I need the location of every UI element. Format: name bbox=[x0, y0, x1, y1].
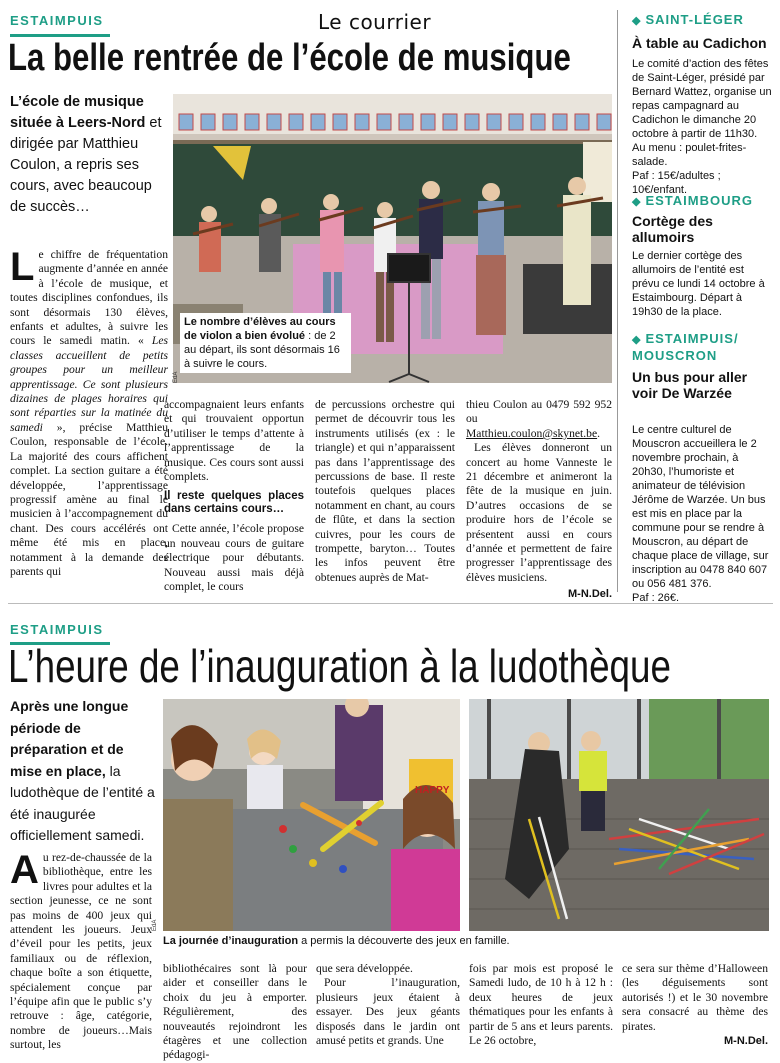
brief-title: Cortège des allumoirs bbox=[632, 213, 713, 245]
article1-headline: La belle rentrée de l’école de musique bbox=[8, 37, 571, 79]
section-tag-estaimpuis: ESTAIMPUIS bbox=[10, 13, 104, 28]
article2-column-4 bbox=[469, 962, 613, 1048]
family-game-illustration bbox=[163, 699, 460, 931]
article1-col2-text-2: Cette année, l’école propose un nouveau cours de guitare électrique pour débutants. Nouveau aussi mais déjà complet, le cours bbox=[164, 522, 304, 594]
article2-caption-bold: La journée d’inauguration bbox=[163, 935, 299, 947]
photo-credit: EdA bbox=[173, 371, 179, 383]
article1-lead-rest: et dirigée par Matthieu Coulon, a repris ses cours, avec beaucoup de succès… bbox=[10, 115, 162, 215]
article1-photo-caption bbox=[180, 313, 351, 373]
brief-title: Un bus pour aller voir De Warzée bbox=[632, 369, 748, 401]
article2-caption-rest: a permis la découverte des jeux en famille. bbox=[298, 935, 510, 947]
brief-title: À table au Cadichon bbox=[632, 35, 767, 51]
garden-game-illustration bbox=[469, 699, 769, 931]
brief-estaimbourg bbox=[632, 193, 772, 319]
article2-headline: L’heure de l’inauguration à la ludothèque bbox=[8, 640, 671, 692]
article1-column-2 bbox=[164, 398, 304, 594]
article1-col3-text: de percussions orchestre qui permet de découvrir tous les instruments utilisés (ex : le triangle) et qui n’apparaissent pas dans l’apprentissage des percussions de base. Il reste toutefois quelques places notamment en chant, au cours de flûte, et dans la section cuivres, pour les cours de trompette, baryton… Toutes les infos peuvent être obtenues auprès de Mat- bbox=[315, 398, 455, 584]
article2-col1-text: u rez-de-chaussée de la bibliothèque, entre les livres pour adultes et la section jeunesse, ce ne sont pas moins de 400 jeux qui attendent les joueurs. Jeux d’éveil pour les petits, jeux familiaux ou de réflexion, chaque boîte a son étiquette, spécialement conçue par l’équipe afin que le public s’y retrouve : âge, catégorie, nombre de joueurs…Mais surtout, les bbox=[10, 851, 152, 1052]
article2-lead bbox=[10, 696, 158, 847]
article2-dropcap: A bbox=[10, 848, 39, 892]
article-separator bbox=[8, 603, 773, 604]
article1-caption-bold: Le nombre d’élèves au cours de violon a bien évolué bbox=[184, 316, 336, 342]
article2-column-1 bbox=[10, 848, 152, 1053]
article2-col3-text: que sera développée. bbox=[316, 962, 413, 975]
article1-column-1 bbox=[10, 245, 168, 579]
brief-saint-leger bbox=[632, 12, 772, 197]
article2-photo-caption bbox=[163, 934, 769, 948]
article2-column-2 bbox=[163, 962, 307, 1063]
article1-column-3 bbox=[315, 398, 455, 585]
article1-col1-end: », précise Matthieu Coulon, responsable de l’école. La majorité des cours affichent complet. La section guitare a été développée, l’apprentissage progressif amène au final le musicien à l’accompagnement du chant. Des cours accélérés ont même été mis en place, notamment à la demande des parents qui bbox=[10, 420, 168, 578]
article1-subhead: Il reste quelques places dans certains cours… bbox=[164, 490, 304, 516]
article1-lead bbox=[10, 92, 170, 218]
diamond-icon: ◆ bbox=[632, 334, 642, 346]
article2-col5-text: ce sera sur thème d’Halloween (les déguisements sont autorisés !) et le 30 novembre sera consacré au thème des pirates. bbox=[622, 962, 768, 1033]
ludotheque-table-photo bbox=[163, 699, 460, 931]
brief-price: Paf : 15€/adultes ; 10€/enfant. bbox=[632, 170, 721, 196]
article1-col4-text: thieu Coulon au 0479 592 952 ou bbox=[466, 398, 612, 426]
article1-column-4 bbox=[466, 398, 612, 602]
article2-lead-rest: la ludothèque de l’entité a été inaugurée officiellement samedi. bbox=[10, 762, 155, 843]
brief-tag: SAINT-LÉGER bbox=[645, 12, 744, 27]
article2-lead-bold: Après une longue période de préparation et de mise en place, bbox=[10, 698, 129, 779]
brief-body: Le dernier cortège des allumoirs de l’entité est prévu ce lundi 14 octobre à Estaimbourg. Départ à 19h30 de la place. bbox=[632, 250, 765, 318]
email-link[interactable]: Matthieu.coulon@skynet.be bbox=[466, 426, 598, 440]
article2-signature: M-N.Del. bbox=[724, 1035, 768, 1048]
brief-body: Le centre culturel de Mouscron accueillera le 2 novembre prochain, à 20h30, l’humoriste et animateur de télévision Jérôme de Warzée. Un bus est mis en place par la commune pour se rendre à Mouscron, au départ de chaque place de village, sur inscription au 0478 840 607 ou 056 481 376. bbox=[632, 424, 769, 590]
section-tag-estaimpuis-2: ESTAIMPUIS bbox=[10, 622, 104, 637]
article1-col4-text-2: Les élèves donneront un concert au home Vanneste le 21 décembre et animeront la fête de la musique en juin. D’autres occasions de se produire hors de l’école se présentent aussi en cours d’année et permettent de faire progresser l’apprentissage des élèves musiciens. bbox=[466, 441, 612, 584]
article2-col4-text: fois par mois est proposé le Samedi ludo, de 10 h à 12 h : deux heures de jeux thématiques pour les enfants à partir de 5 ans et leurs parents. Le 26 octobre, bbox=[469, 962, 613, 1048]
article1-col2-text: accompagnaient leurs enfants et qui trouvaient opportun d’utiliser le temps d’attente à l’apprentissage de la musique. Ces cours sont aussi complets. bbox=[164, 398, 304, 484]
article1-col4-punct: . bbox=[597, 426, 601, 440]
column-divider bbox=[617, 10, 618, 592]
brief-body: Le comité d’action des fêtes de Saint-Léger, présidé par Bernard Wattez, organise un repas campagnard au Cadichon le dimanche 20 octobre à partir de 11h30. Au menu : poulet-frites-salade. bbox=[632, 58, 772, 168]
article1-lead-bold: L’école de musique située à Leers-Nord bbox=[10, 94, 146, 131]
masthead: Le courrier bbox=[318, 10, 432, 34]
article2-column-5 bbox=[622, 962, 768, 1048]
giant-mikado-photo bbox=[469, 699, 769, 931]
article1-caption-rest: : de 2 au départ, ils sont désormais 16 à suivre le cours. bbox=[184, 330, 340, 370]
brief-tag: ESTAIMPUIS/ MOUSCRON bbox=[632, 331, 739, 363]
article2-col2-text: bibliothécaires sont là pour aider et conseiller dans le choix du jeu à emporter. Régulièrement, des nouveautés rejoindront les étagères et une collection pédagogi- bbox=[163, 962, 307, 1062]
article2-column-3 bbox=[316, 962, 460, 1048]
brief-estaimpuis-mouscron bbox=[632, 331, 772, 605]
article2-col3-text-2: Pour l’inauguration, plusieurs jeux étaient à essayer. Des jeux géants disposés dans le jardin ont amusé petits et grands. Une bbox=[316, 976, 460, 1048]
game-box-label: HAPPY bbox=[415, 785, 450, 796]
brief-price: Paf : 26€. bbox=[632, 592, 680, 604]
diamond-icon: ◆ bbox=[632, 196, 642, 208]
article1-signature: M-N.Del. bbox=[568, 588, 612, 601]
diamond-icon: ◆ bbox=[632, 15, 642, 27]
photo-credit-2: EdA bbox=[152, 919, 158, 931]
article1-dropcap: L bbox=[10, 245, 35, 289]
brief-tag: ESTAIMBOURG bbox=[645, 193, 754, 208]
article1-col1-text: e chiffre de fréquentation augmente d’année en année à l’école de musique, et toutes disciplines confondues, ils sont désormais 130 élèves, enfants et adultes, à suivre les cours le samedi matin. « bbox=[10, 248, 168, 348]
article1-quote: Les classes accueillent de petits groupes pour un meilleur apprentissage. Ce sont plusieurs dizaines de plages horaires qui sont réparties sur la matinée du samedi bbox=[10, 334, 168, 434]
